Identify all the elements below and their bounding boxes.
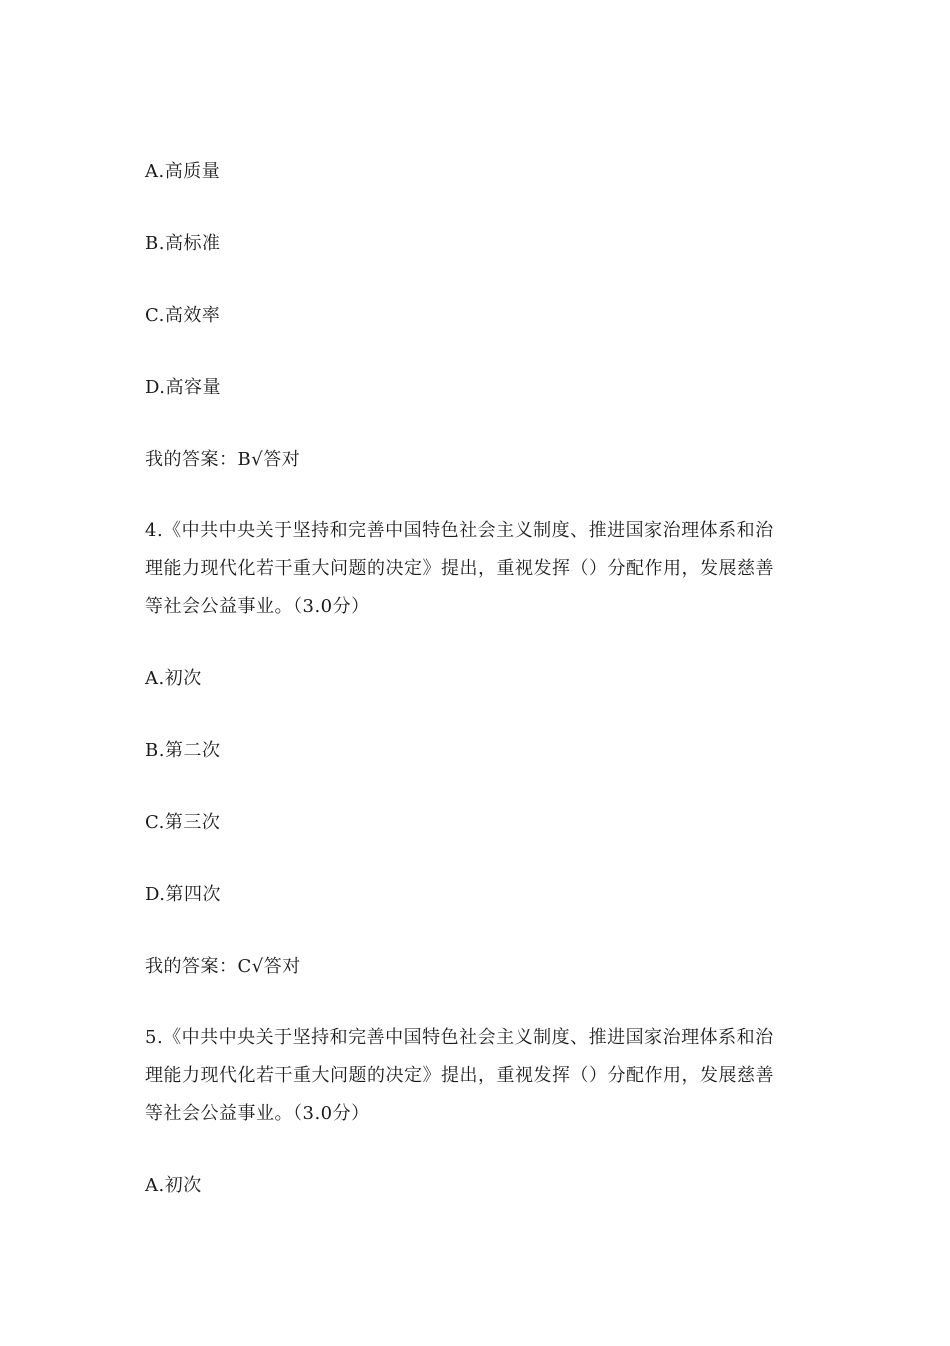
q4-question xyxy=(145,519,805,633)
q3-option-b: B.高标准 xyxy=(145,233,221,254)
q4-question-line: 理能力现代化若干重大问题的决定》提出，重视发挥（）分配作用，发展慈善 xyxy=(145,558,774,579)
q3-answer: 我的答案：B√答对 xyxy=(145,449,301,470)
q4-answer: 我的答案：C√答对 xyxy=(145,956,301,977)
q5-question-line: 5.《中共中央关于坚持和完善中国特色社会主义制度、推进国家治理体系和治 xyxy=(145,1027,774,1048)
q5-question-line: 等社会公益事业。（3.0分） xyxy=(145,1103,370,1124)
q3-option-c: C.高效率 xyxy=(145,305,221,326)
q5-question-line: 理能力现代化若干重大问题的决定》提出，重视发挥（）分配作用，发展慈善 xyxy=(145,1065,774,1086)
q3-option-a: A.高质量 xyxy=(145,161,221,182)
q4-option-c: C.第三次 xyxy=(145,812,221,833)
q4-option-a: A.初次 xyxy=(145,668,202,689)
q5-question xyxy=(145,1026,805,1140)
q4-question-line: 等社会公益事业。（3.0分） xyxy=(145,596,370,617)
q5-option-a: A.初次 xyxy=(145,1175,202,1196)
q4-option-b: B.第二次 xyxy=(145,740,221,761)
q4-option-d: D.第四次 xyxy=(145,884,222,905)
q4-question-line: 4.《中共中央关于坚持和完善中国特色社会主义制度、推进国家治理体系和治 xyxy=(145,520,774,541)
q3-option-d: D.高容量 xyxy=(145,377,222,398)
